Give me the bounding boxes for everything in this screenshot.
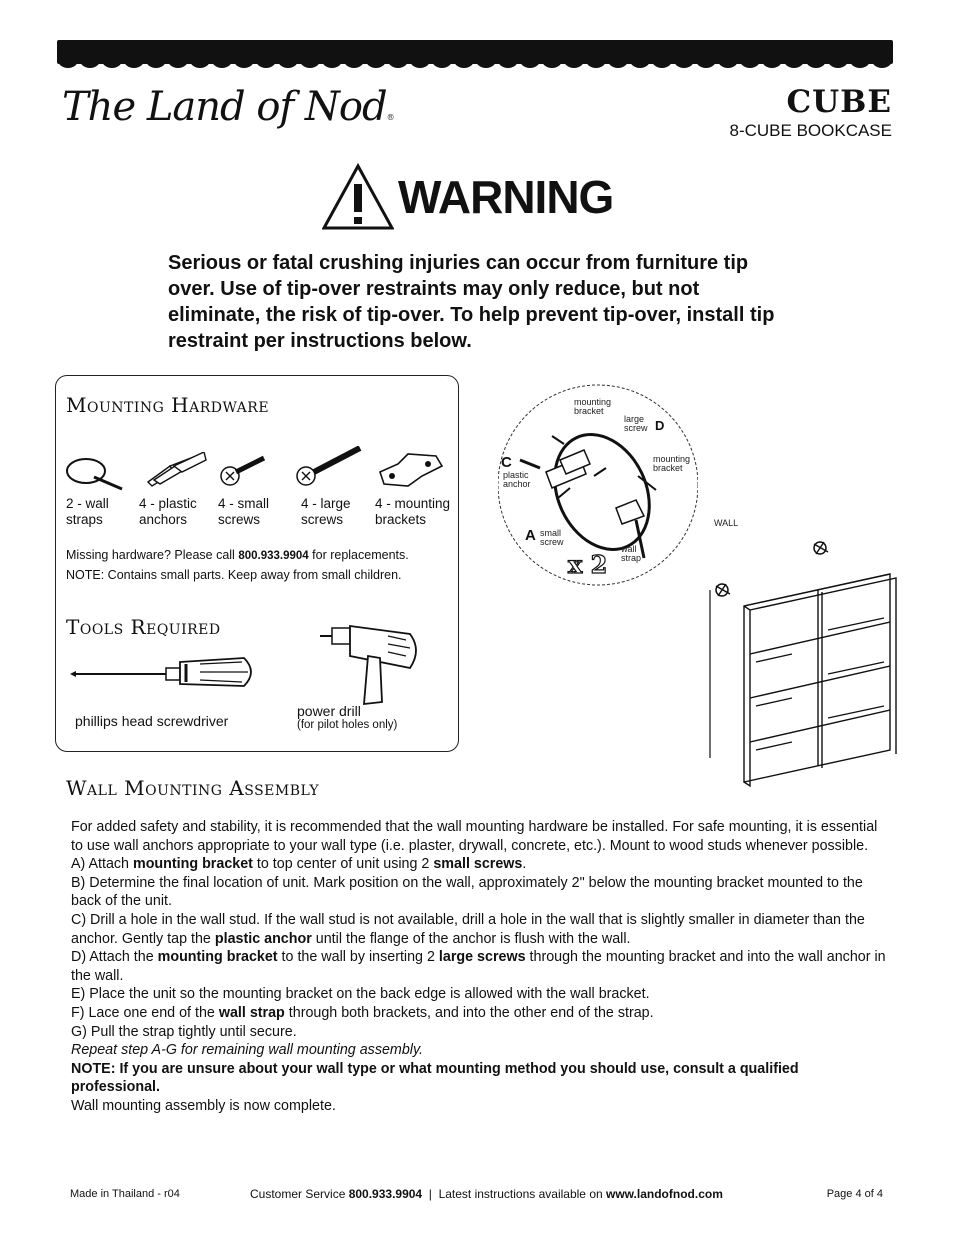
drill-note: (for pilot holes only) xyxy=(297,719,398,731)
footer-website-link[interactable]: www.landofnod.com xyxy=(606,1187,723,1201)
label-large-screw: large screw xyxy=(624,414,648,433)
screwdriver-label: phillips head screwdriver xyxy=(75,713,229,729)
tools-heading: Tools Required xyxy=(66,615,221,639)
warning-title: WARNING xyxy=(398,171,614,223)
drill-label: power drill xyxy=(297,703,361,719)
hw-item-mounting-brackets: 4 - mounting brackets xyxy=(375,496,451,527)
mounting-bracket-icon xyxy=(378,452,444,488)
hw-item-plastic-anchors: 4 - plastic anchors xyxy=(139,496,197,527)
footer-customer-service: Customer Service 800.933.9904 | Latest instructions available on www.landofnod.com xyxy=(250,1187,723,1201)
safety-note: NOTE: If you are unsure about your wall type or what mounting method you should use, consult a qualified professional. xyxy=(71,1060,799,1096)
screwdriver-icon xyxy=(70,654,260,690)
step-a: A) Attach mounting bracket to top center of unit using 2 small screws. xyxy=(71,856,527,873)
product-subtitle: 8-CUBE BOOKCASE xyxy=(729,121,892,140)
label-mounting-bracket-right: mounting bracket xyxy=(653,454,691,473)
hw-item-small-screws: 4 - small screws xyxy=(218,496,270,527)
label-plastic-anchor: plastic anchor xyxy=(503,470,531,489)
label-a: A xyxy=(525,527,536,544)
completion-note: Wall mounting assembly is now complete. xyxy=(71,1097,336,1114)
hw-item-large-screws: 4 - large screws xyxy=(301,496,351,527)
step-d: D) Attach the mounting bracket to the wall by inserting 2 large screws through the mounting bracket and into the wall anchor in the wall. xyxy=(71,949,886,984)
product-name: CUBE xyxy=(786,84,892,120)
step-g: G) Pull the strap tightly until secure. xyxy=(71,1023,297,1040)
large-screw-icon xyxy=(296,446,364,486)
step-f: F) Lace one end of the wall strap through both brackets, and into the other end of the strap. xyxy=(71,1004,654,1021)
scallop-edge xyxy=(57,58,893,70)
warning-triangle-icon xyxy=(322,162,394,232)
wall-strap-icon xyxy=(64,455,128,491)
warning-body: Serious or fatal crushing injuries can occur from furniture tip over. Use of tip-over restraints may only reduce, but not eliminate, the risk of tip-over. To help prevent tip-over, install tip restraint per instructions below. xyxy=(168,252,775,352)
small-screw-icon xyxy=(220,454,270,488)
hardware-heading: Mounting Hardware xyxy=(66,393,270,417)
step-c: C) Drill a hole in the wall stud. If the wall stud is not available, drill a hole in the wall that is slightly smaller in diameter than the anchor. Gently tap the plastic anchor until the flange of the anchor is flush with the wall. xyxy=(71,911,865,947)
small-parts-note: NOTE: Contains small parts. Keep away from small children. xyxy=(66,568,402,582)
repeat-note: Repeat step A-G for remaining wall mounting assembly. xyxy=(71,1042,424,1059)
label-small-screw: small screw xyxy=(540,528,564,547)
assembly-intro: For added safety and stability, it is recommended that the wall mounting hardware be installed. For safe mounting, it is essential to use wall anchors appropriate to your wall type (i.e. plaster, drywall, concrete, etc.). Mount to wood studs whenever possible. xyxy=(71,819,878,854)
step-e: E) Place the unit so the mounting bracket on the back edge is allowed with the wall bracket. xyxy=(71,986,650,1003)
label-wall: WALL xyxy=(714,518,739,528)
label-d: D xyxy=(655,418,665,433)
footer-page-number: Page 4 of 4 xyxy=(826,1188,883,1200)
label-c: C xyxy=(501,454,512,471)
brand-logo: The Land of Nod® xyxy=(62,84,394,130)
bookcase-wall-diagram xyxy=(700,530,900,800)
assembly-heading: Wall Mounting Assembly xyxy=(66,776,320,800)
quantity-multiplier: x 2 xyxy=(568,550,608,579)
hw-item-wall-straps: 2 - wall straps xyxy=(66,496,109,527)
power-drill-icon xyxy=(318,622,422,708)
plastic-anchor-icon xyxy=(144,452,210,488)
step-b: B) Determine the final location of unit. Mark position on the wall, approximately 2" below the mounting bracket mounted to the back of the unit. xyxy=(71,874,863,910)
assembly-instructions xyxy=(71,818,891,1116)
missing-hardware-note: Missing hardware? Please call 800.933.9904 for replacements. xyxy=(66,548,409,562)
label-mounting-bracket-top: mounting bracket xyxy=(574,397,612,416)
footer-made-in: Made in Thailand - r04 xyxy=(70,1188,180,1200)
label-wall-strap: wall strap xyxy=(621,544,642,563)
